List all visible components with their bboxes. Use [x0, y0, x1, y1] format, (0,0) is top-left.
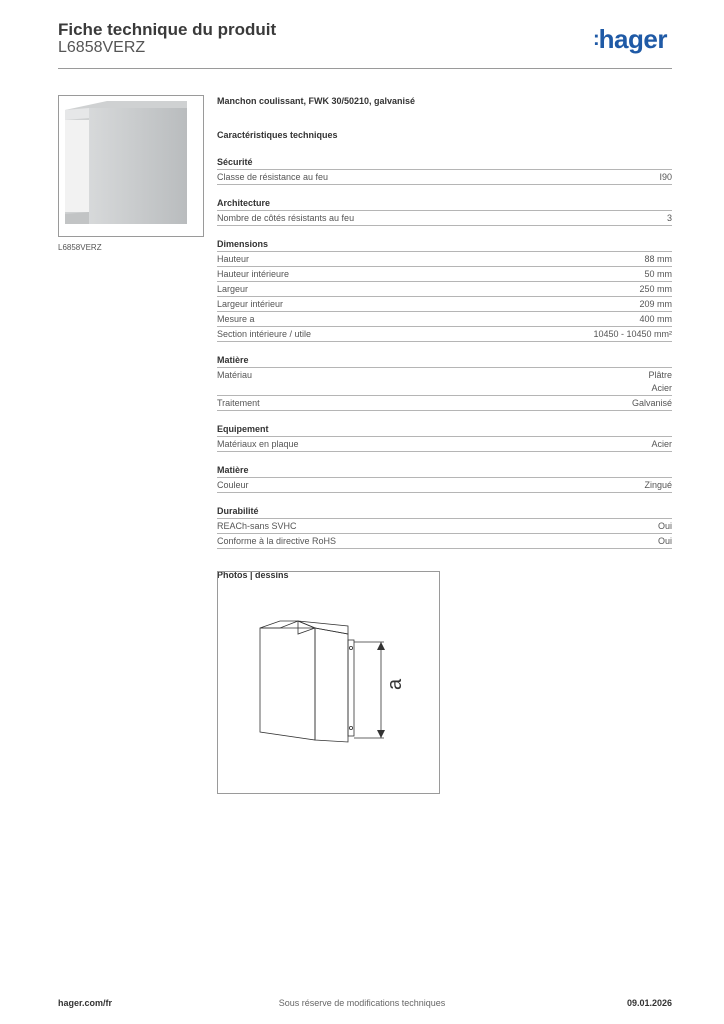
- spec-label: REACh-sans SVHC: [217, 521, 297, 531]
- section-title: Matière: [217, 354, 672, 368]
- characteristics-title: Caractéristiques techniques: [217, 130, 338, 140]
- spec-value-line: 209 mm: [639, 299, 672, 309]
- spec-value-line: 3: [666, 213, 672, 223]
- spec-value-line: Oui: [657, 536, 672, 546]
- spec-value-line: 10450 - 10450 mm²: [593, 329, 672, 339]
- spec-label: Conforme à la directive RoHS: [217, 536, 337, 546]
- spec-row: [217, 519, 672, 534]
- footer-website: hager.com/fr: [58, 998, 113, 1008]
- spec-label: Classe de résistance au feu: [217, 172, 329, 182]
- spec-value: [639, 298, 672, 311]
- spec-row: [217, 368, 672, 396]
- section-title: Architecture: [217, 197, 672, 211]
- spec-value: [667, 212, 672, 225]
- section-title: Sécurité: [217, 156, 672, 170]
- spec-section: [217, 238, 672, 342]
- spec-row: [217, 170, 672, 185]
- photos-title: Photos | dessins: [217, 570, 289, 580]
- spec-value: [648, 369, 672, 395]
- spec-row: [217, 297, 672, 312]
- spec-label: Nombre de côtés résistants au feu: [217, 213, 355, 223]
- dimension-label-a: a: [384, 678, 406, 690]
- spec-row: [217, 327, 672, 342]
- spec-label: Matériaux en plaque: [217, 439, 299, 449]
- spec-row: [217, 478, 672, 493]
- footer-date: 09.01.2026: [626, 998, 672, 1008]
- section-title: Equipement: [217, 423, 672, 437]
- spec-label: Largeur: [217, 284, 249, 294]
- spec-value-line: Plâtre: [648, 370, 672, 380]
- spec-row: [217, 267, 672, 282]
- spec-value: [644, 479, 672, 492]
- spec-sections: [217, 156, 672, 549]
- spec-value: [644, 268, 672, 281]
- thumbnail-caption: L6858VERZ: [58, 243, 102, 252]
- spec-value: [659, 171, 672, 184]
- spec-value-line: Acier: [651, 439, 672, 449]
- spec-row: [217, 534, 672, 549]
- spec-value-line: Galvanisé: [631, 398, 672, 408]
- spec-label: Hauteur: [217, 254, 250, 264]
- spec-row: [217, 282, 672, 297]
- spec-value-line: 88 mm: [644, 254, 672, 264]
- spec-label: Hauteur intérieure: [217, 269, 290, 279]
- spec-label: Matériau: [217, 370, 253, 380]
- header-title: Fiche technique du produit: [58, 20, 277, 39]
- spec-value-line: 400 mm: [639, 314, 672, 324]
- spec-row: [217, 312, 672, 327]
- spec-section: [217, 156, 672, 185]
- spec-label: Traitement: [217, 398, 260, 408]
- spec-value-line: Oui: [657, 521, 672, 531]
- section-title: Matière: [217, 464, 672, 478]
- technical-drawing: [217, 571, 440, 794]
- section-title: Dimensions: [217, 238, 672, 252]
- spec-label: Section intérieure / utile: [217, 329, 312, 339]
- spec-label: Largeur intérieur: [217, 299, 284, 309]
- spec-value: [639, 283, 672, 296]
- spec-value: [632, 397, 672, 410]
- spec-section: [217, 505, 672, 549]
- spec-value-line: 250 mm: [639, 284, 672, 294]
- hager-logo: :hager: [593, 24, 667, 54]
- product-code: L6858VERZ: [58, 39, 146, 56]
- footer-disclaimer: Sous réserve de modifications techniques: [278, 998, 446, 1008]
- spec-content: [217, 96, 672, 580]
- spec-value: [658, 535, 672, 548]
- product-title: Manchon coulissant, FWK 30/50210, galvanisé: [217, 96, 416, 106]
- spec-section: [217, 197, 672, 226]
- spec-value-line: I90: [659, 172, 672, 182]
- spec-value-line: Acier: [651, 383, 672, 393]
- spec-row: [217, 211, 672, 226]
- spec-label: Mesure a: [217, 314, 255, 324]
- spec-value-line: 50 mm: [644, 269, 672, 279]
- spec-value: [644, 253, 672, 266]
- spec-section: [217, 464, 672, 493]
- spec-section: [217, 423, 672, 452]
- spec-value-line: Zingué: [644, 480, 672, 490]
- spec-value: [658, 520, 672, 533]
- spec-value: [651, 438, 672, 451]
- spec-value: [639, 313, 672, 326]
- spec-section: [217, 354, 672, 411]
- spec-row: [217, 396, 672, 411]
- spec-label: Couleur: [217, 480, 249, 490]
- spec-value: [593, 328, 672, 341]
- product-thumbnail: [58, 95, 204, 237]
- header-divider: [58, 68, 672, 69]
- section-title: Durabilité: [217, 505, 672, 519]
- spec-row: [217, 252, 672, 267]
- spec-row: [217, 437, 672, 452]
